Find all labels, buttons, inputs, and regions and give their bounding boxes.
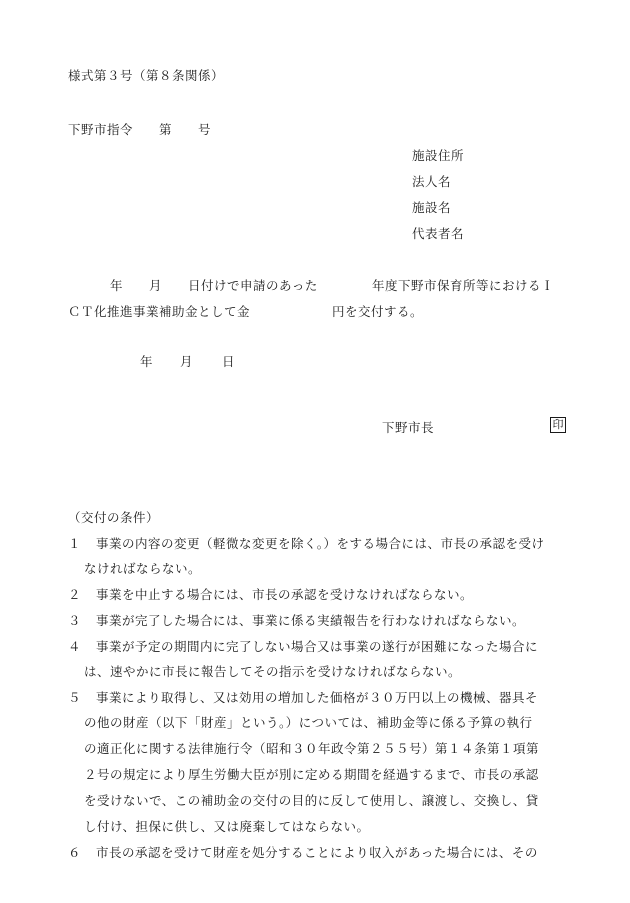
condition-number: ６ <box>68 845 82 860</box>
condition-item-4 <box>68 637 538 655</box>
condition-text-cont: の適正化に関する法律施行令（昭和３０年政令第２５５号）第１４条第１項第 <box>84 741 540 756</box>
corporation-label: 法人名 <box>412 174 452 189</box>
condition-number: ４ <box>68 639 82 654</box>
body-line1-rest: 年度下野市保育所等におけるＩ <box>372 278 555 293</box>
issue-year: 年 <box>140 354 154 369</box>
directive-number: 下野市指令 第 号 <box>68 122 212 137</box>
body-line2-rest: 円を交付する。 <box>332 304 424 319</box>
condition-text-cont: の他の財産（以下「財産」という。）については、補助金等に係る予算の執行 <box>84 715 533 730</box>
condition-text-cont: は、速やかに市長に報告してその指示を受けなければならない。 <box>84 664 462 679</box>
issue-day: 日 <box>222 354 236 369</box>
condition-text-cont: ２号の規定により厚生労働大臣が別に定める期間を経過するまで、市長の承認 <box>84 767 539 782</box>
condition-item-5 <box>68 688 538 706</box>
condition-text: 市長の承認を受けて財産を処分することにより収入があった場合には、その <box>96 845 538 860</box>
issuer-name: 下野市長 <box>382 420 435 435</box>
form-number: 様式第３号（第８条関係） <box>68 68 225 83</box>
condition-number: ３ <box>68 613 82 628</box>
condition-text-cont: を受けないで、この補助金の交付の目的に反して使用し、譲渡し、交換し、貸 <box>84 793 539 808</box>
condition-item-2 <box>68 585 473 603</box>
address-label: 施設住所 <box>412 148 465 163</box>
representative-label: 代表者名 <box>412 226 465 241</box>
condition-text: 事業により取得し、又は効用の増加した価格が３０万円以上の機械、器具そ <box>96 690 539 705</box>
condition-text: 事業が完了した場合には、事業に係る実績報告を行わなければならない。 <box>96 613 526 628</box>
condition-number: ２ <box>68 587 82 602</box>
condition-text: 事業が予定の期間内に完了しない場合又は事業の遂行が困難になった場合に <box>96 639 539 654</box>
conditions-heading: （交付の条件） <box>68 510 160 525</box>
issue-month: 月 <box>180 354 194 369</box>
seal-stamp: 印 <box>550 417 566 433</box>
condition-number: ５ <box>68 690 82 705</box>
condition-text-cont: なければならない。 <box>84 561 202 576</box>
condition-item-3 <box>68 611 525 629</box>
body-line2: ＣＴ化推進事業補助金として金 <box>68 304 251 319</box>
condition-text: 事業を中止する場合には、市長の承認を受けなければならない。 <box>96 587 474 602</box>
condition-item-6 <box>68 843 538 861</box>
condition-text: 事業の内容の変更（軽微な変更を除く。）をする場合には、市長の承認を受け <box>96 536 545 551</box>
condition-text-cont: し付け、担保に供し、又は廃棄してはならない。 <box>84 819 370 834</box>
condition-number: １ <box>68 536 82 551</box>
body-line1-date: 年 月 日付けで申請のあった <box>110 278 318 293</box>
facility-label: 施設名 <box>412 200 452 215</box>
condition-item-1 <box>68 534 545 552</box>
